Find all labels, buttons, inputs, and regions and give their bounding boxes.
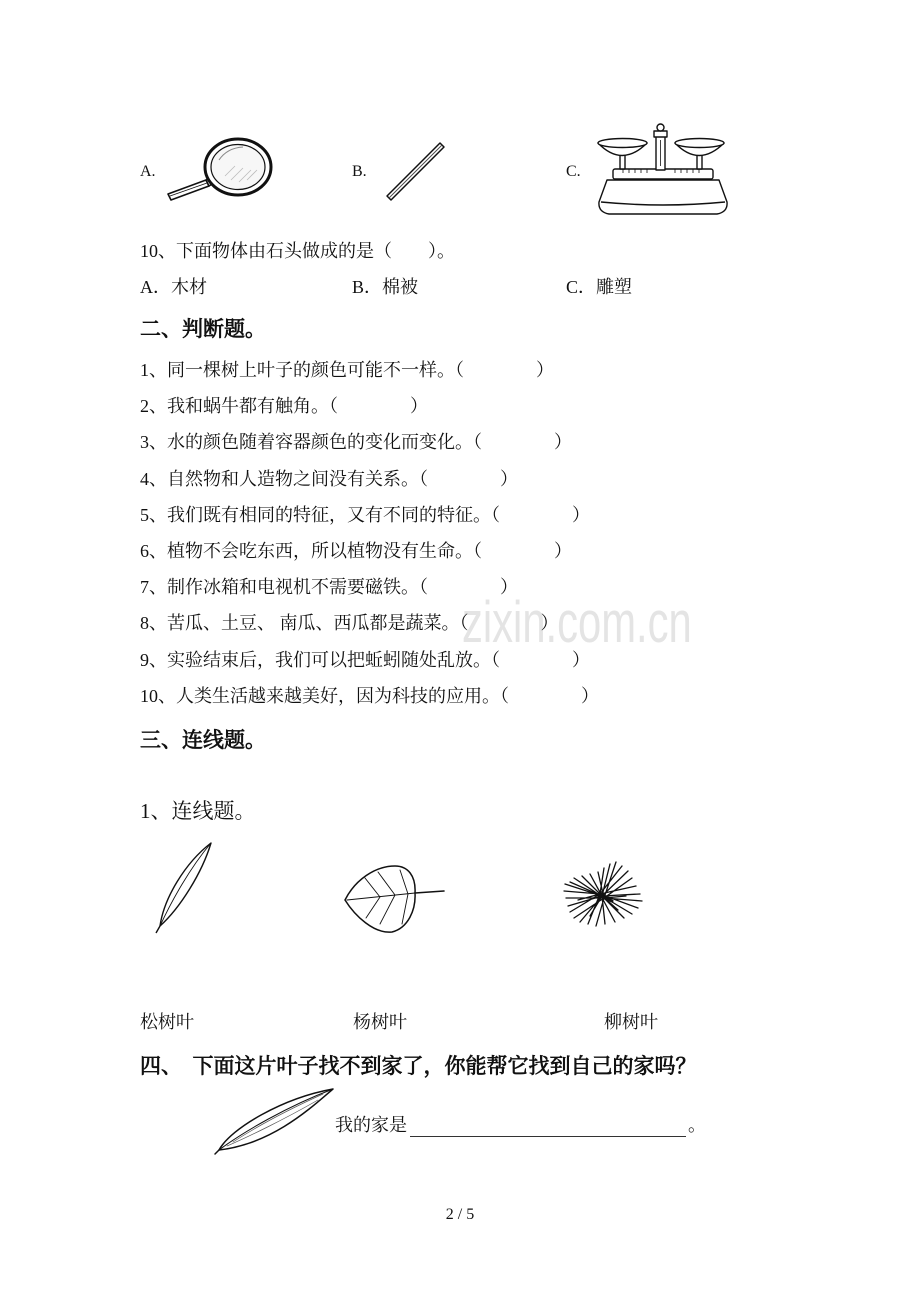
judgement-item: 1、同一棵树上叶子的颜色可能不一样。（ ）	[140, 360, 554, 380]
judgement-item: 3、水的颜色随着容器颜色的变化而变化。（ ）	[140, 432, 572, 453]
judgement-item: 6、植物不会吃东西，所以植物没有生命。（ ）	[140, 541, 572, 562]
answer-prefix: 我的家是	[335, 1115, 407, 1135]
q10-option-a: A．木材	[140, 277, 207, 297]
leaf-label-willow: 柳树叶	[604, 1012, 658, 1032]
q9-option-b-label: B.	[352, 163, 367, 180]
poplar-leaf-icon	[340, 858, 450, 940]
pine-needles-icon	[560, 856, 648, 928]
judgement-list	[140, 352, 599, 714]
q10-option-c: C．雕塑	[566, 277, 633, 297]
judgement-item: 4、自然物和人造物之间没有关系。（ ）	[140, 468, 518, 489]
section3-question: 1、连线题。	[140, 799, 256, 823]
section3-title: 三、连线题。	[140, 728, 266, 752]
leaf-label-pine: 松树叶	[140, 1012, 194, 1032]
q9-option-c-label: C.	[566, 163, 581, 180]
section2-title: 二、判断题。	[140, 317, 266, 341]
q10-option-b: B．棉被	[352, 277, 419, 297]
leaf-label-poplar: 杨树叶	[353, 1012, 407, 1032]
answer-blank	[410, 1117, 686, 1137]
judgement-item: 9、实验结束后，我们可以把蚯蚓随处乱放。（ ）	[140, 649, 590, 670]
magnifying-glass-icon	[165, 136, 275, 202]
answer-suffix: 。	[688, 1115, 706, 1135]
watermark: zixin.com.cn	[462, 590, 692, 655]
section4-title: 四、 下面这片叶子找不到家了，你能帮它找到自己的家吗？	[140, 1054, 697, 1078]
judgement-item: 10、人类生活越来越美好，因为科技的应用。（ ）	[140, 685, 599, 706]
q10-stem: 10、下面物体由石头做成的是（ ）。	[140, 241, 455, 261]
lance-leaf-icon	[213, 1084, 337, 1156]
glass-rod-icon	[383, 140, 447, 204]
willow-leaf-icon	[150, 838, 220, 938]
page-number: 2 / 5	[445, 1206, 475, 1223]
judgement-item: 2、我和蜗牛都有触角。（ ）	[140, 396, 428, 417]
judgement-item: 5、我们既有相同的特征，又有不同的特征。（ ）	[140, 504, 590, 525]
judgement-item: 7、制作冰箱和电视机不需要磁铁。（ ）	[140, 577, 518, 598]
answer-row	[335, 1113, 706, 1137]
balance-scale-icon	[595, 122, 732, 218]
judgement-item: 8、苦瓜、土豆、 南瓜、西瓜都是蔬菜。（ ）	[140, 613, 559, 634]
q9-option-a-label: A.	[140, 163, 156, 180]
